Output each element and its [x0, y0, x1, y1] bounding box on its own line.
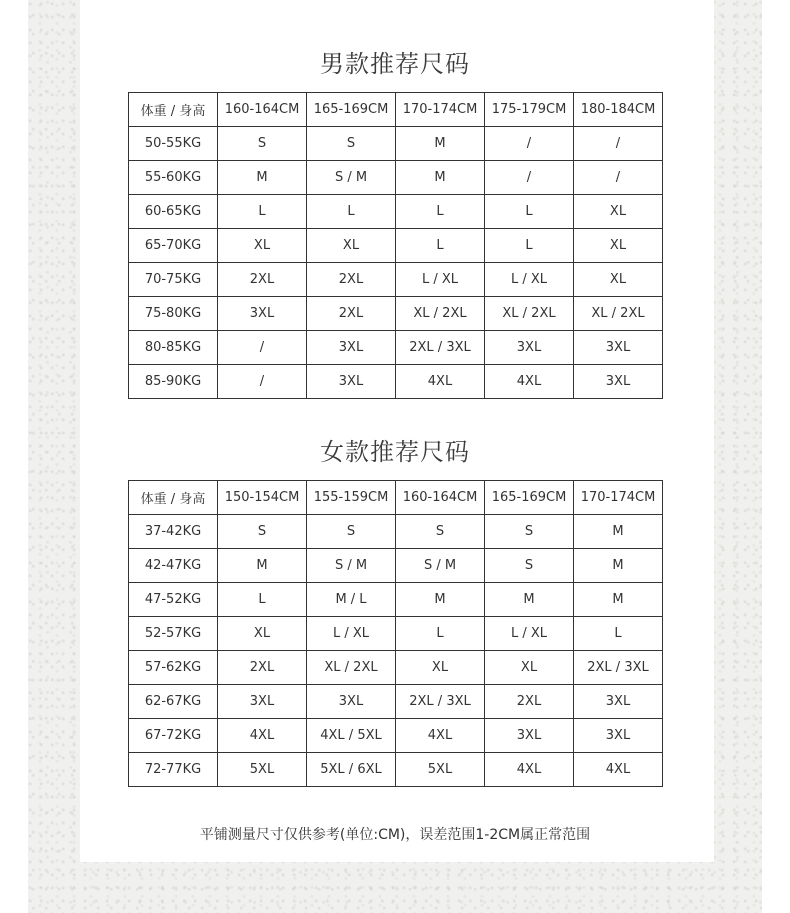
size-cell: S	[485, 515, 574, 549]
weight-cell: 60-65KG	[129, 195, 218, 229]
size-cell: 2XL	[218, 263, 307, 297]
height-header: 160-164CM	[218, 93, 307, 127]
size-cell: M	[218, 161, 307, 195]
size-cell: L	[574, 617, 663, 651]
corner-header: 体重 / 身高	[129, 481, 218, 515]
table-header-row	[129, 481, 663, 515]
table-row	[129, 617, 663, 651]
size-cell: /	[485, 161, 574, 195]
size-cell: 3XL	[574, 685, 663, 719]
table-row	[129, 515, 663, 549]
size-cell: 3XL	[307, 365, 396, 399]
size-cell: M	[396, 127, 485, 161]
size-cell: /	[485, 127, 574, 161]
weight-cell: 50-55KG	[129, 127, 218, 161]
height-header: 155-159CM	[307, 481, 396, 515]
height-header: 150-154CM	[218, 481, 307, 515]
weight-cell: 52-57KG	[129, 617, 218, 651]
size-cell: 3XL	[574, 365, 663, 399]
size-cell: S / M	[396, 549, 485, 583]
height-header: 160-164CM	[396, 481, 485, 515]
size-cell: L / XL	[307, 617, 396, 651]
size-cell: M	[574, 549, 663, 583]
table-row	[129, 753, 663, 787]
size-cell: L	[485, 195, 574, 229]
size-cell: 2XL	[307, 297, 396, 331]
size-cell: XL / 2XL	[574, 297, 663, 331]
size-cell: 2XL / 3XL	[396, 331, 485, 365]
size-cell: 5XL	[396, 753, 485, 787]
size-cell: S / M	[307, 549, 396, 583]
weight-cell: 70-75KG	[129, 263, 218, 297]
size-cell: M	[574, 515, 663, 549]
size-cell: S	[307, 515, 396, 549]
size-cell: S	[218, 515, 307, 549]
size-cell: 5XL / 6XL	[307, 753, 396, 787]
women-size-table	[128, 480, 663, 787]
size-cell: M	[574, 583, 663, 617]
size-cell: 3XL	[485, 331, 574, 365]
table-row	[129, 127, 663, 161]
size-cell: L	[307, 195, 396, 229]
size-cell: XL / 2XL	[307, 651, 396, 685]
size-cell: 2XL	[485, 685, 574, 719]
size-cell: XL	[574, 195, 663, 229]
size-cell: XL	[574, 229, 663, 263]
size-cell: 4XL	[396, 365, 485, 399]
weight-cell: 57-62KG	[129, 651, 218, 685]
weight-cell: 72-77KG	[129, 753, 218, 787]
size-cell: 4XL	[396, 719, 485, 753]
size-cell: XL	[218, 617, 307, 651]
weight-cell: 80-85KG	[129, 331, 218, 365]
size-cell: XL	[218, 229, 307, 263]
men-size-chart-title: 男款推荐尺码	[320, 50, 470, 78]
weight-cell: 65-70KG	[129, 229, 218, 263]
size-cell: 3XL	[485, 719, 574, 753]
corner-header: 体重 / 身高	[129, 93, 218, 127]
men-size-table	[128, 92, 663, 399]
size-cell: XL / 2XL	[396, 297, 485, 331]
size-cell: 3XL	[307, 331, 396, 365]
women-size-chart-title: 女款推荐尺码	[320, 438, 470, 466]
size-cell: XL	[574, 263, 663, 297]
size-cell: 2XL	[218, 651, 307, 685]
table-row	[129, 195, 663, 229]
size-cell: L	[396, 195, 485, 229]
table-row	[129, 583, 663, 617]
size-cell: 4XL	[218, 719, 307, 753]
size-cell: 2XL / 3XL	[396, 685, 485, 719]
size-cell: XL	[485, 651, 574, 685]
weight-cell: 42-47KG	[129, 549, 218, 583]
size-cell: S / M	[307, 161, 396, 195]
table-row	[129, 549, 663, 583]
size-cell: /	[574, 161, 663, 195]
table-row	[129, 331, 663, 365]
size-cell: L	[218, 195, 307, 229]
size-cell: 4XL / 5XL	[307, 719, 396, 753]
height-header: 165-169CM	[307, 93, 396, 127]
table-row	[129, 651, 663, 685]
size-cell: 4XL	[485, 753, 574, 787]
table-row	[129, 365, 663, 399]
height-header: 175-179CM	[485, 93, 574, 127]
size-cell: 3XL	[574, 719, 663, 753]
size-cell: /	[218, 365, 307, 399]
table-row	[129, 229, 663, 263]
size-cell: M	[218, 549, 307, 583]
size-cell: L	[396, 617, 485, 651]
weight-cell: 75-80KG	[129, 297, 218, 331]
table-row	[129, 161, 663, 195]
size-cell: L	[485, 229, 574, 263]
size-cell: L / XL	[485, 617, 574, 651]
size-cell: 4XL	[485, 365, 574, 399]
size-cell: L	[396, 229, 485, 263]
weight-cell: 55-60KG	[129, 161, 218, 195]
height-header: 170-174CM	[396, 93, 485, 127]
size-cell: L	[218, 583, 307, 617]
size-cell: /	[574, 127, 663, 161]
table-header-row	[129, 93, 663, 127]
table-row	[129, 263, 663, 297]
weight-cell: 85-90KG	[129, 365, 218, 399]
size-cell: S	[218, 127, 307, 161]
size-cell: M	[485, 583, 574, 617]
size-cell: M	[396, 161, 485, 195]
table-row	[129, 297, 663, 331]
weight-cell: 37-42KG	[129, 515, 218, 549]
weight-cell: 47-52KG	[129, 583, 218, 617]
size-cell: 4XL	[574, 753, 663, 787]
size-cell: 3XL	[574, 331, 663, 365]
size-cell: /	[218, 331, 307, 365]
height-header: 165-169CM	[485, 481, 574, 515]
size-cell: 3XL	[307, 685, 396, 719]
measurement-footnote: 平铺测量尺寸仅供参考(单位:CM)，误差范围1-2CM属正常范围	[199, 827, 591, 843]
size-cell: 3XL	[218, 297, 307, 331]
size-cell: XL	[307, 229, 396, 263]
table-row	[129, 685, 663, 719]
size-cell: M	[396, 583, 485, 617]
size-cell: 2XL / 3XL	[574, 651, 663, 685]
weight-cell: 67-72KG	[129, 719, 218, 753]
size-cell: M / L	[307, 583, 396, 617]
size-cell: L / XL	[396, 263, 485, 297]
size-cell: 5XL	[218, 753, 307, 787]
height-header: 180-184CM	[574, 93, 663, 127]
table-row	[129, 719, 663, 753]
size-cell: S	[307, 127, 396, 161]
size-cell: XL / 2XL	[485, 297, 574, 331]
size-cell: S	[485, 549, 574, 583]
size-cell: 2XL	[307, 263, 396, 297]
size-cell: XL	[396, 651, 485, 685]
height-header: 170-174CM	[574, 481, 663, 515]
size-cell: 3XL	[218, 685, 307, 719]
weight-cell: 62-67KG	[129, 685, 218, 719]
size-cell: S	[396, 515, 485, 549]
size-cell: L / XL	[485, 263, 574, 297]
